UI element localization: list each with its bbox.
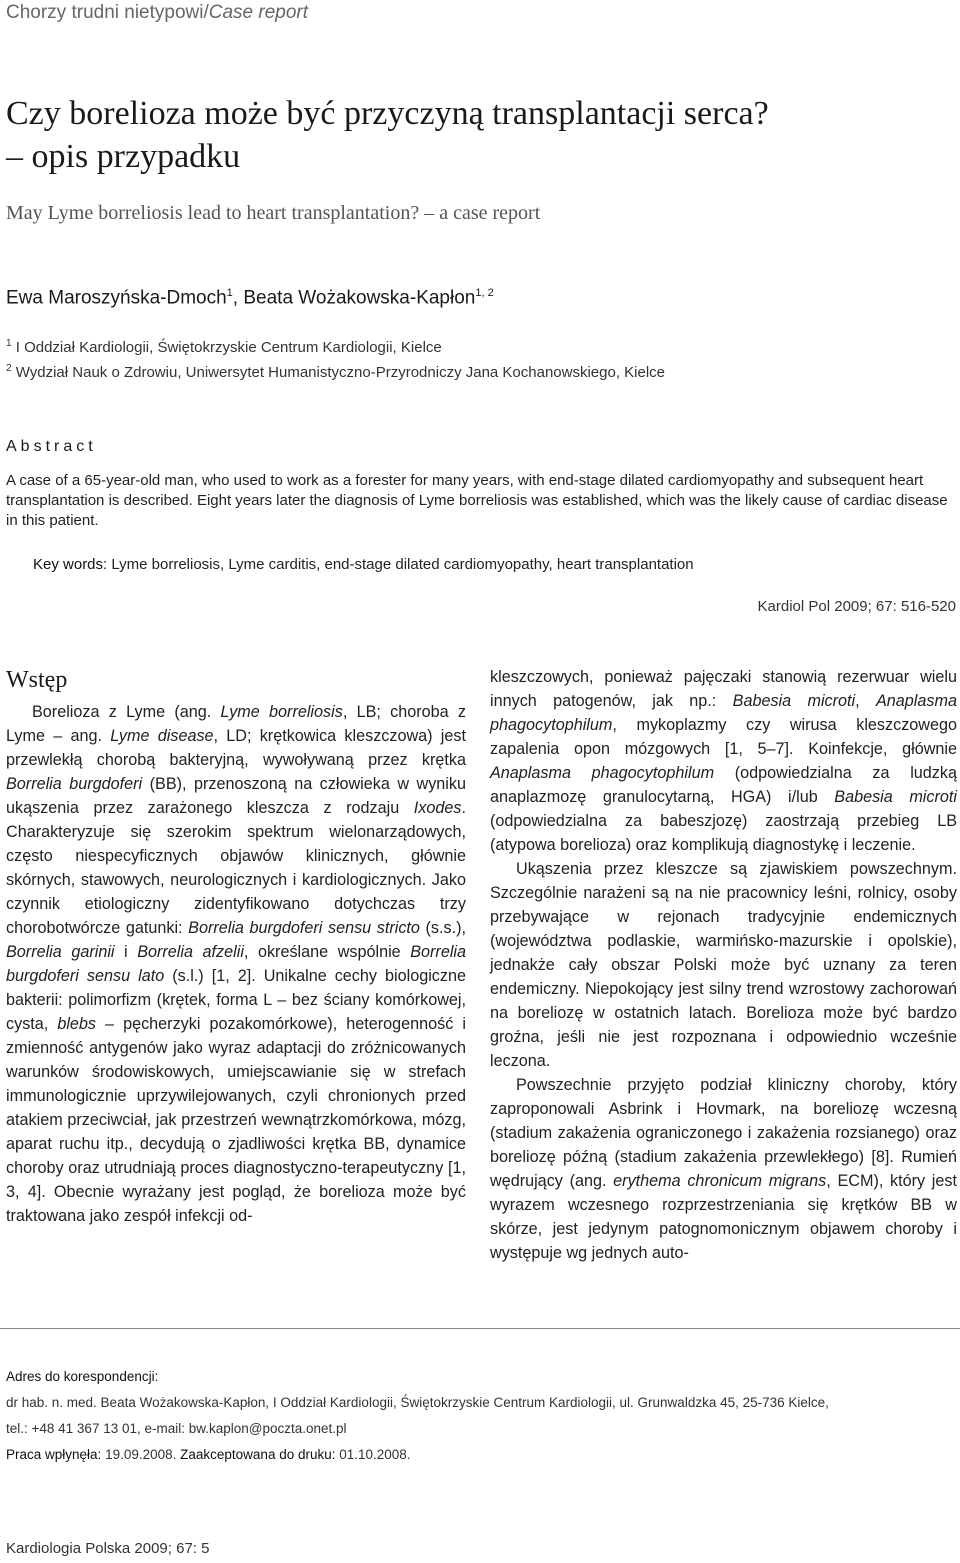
body-paragraph: Borelioza z Lyme (ang. Lyme borreliosis, LB; choroba z Lyme – ang. Lyme disease, LD; krętkowica kleszczowa) jest przewlekłą chorobą bakteryjną, wywoływaną przez krętka Borrelia burgdoferi (BB), przenoszoną na człowieka w wyniku ukąszenia przez zarażonego kleszcza z rodzaju Ixodes. Charakteryzuje się szerokim spektrum wielonarządowych, często niespecyficznych objawów klinicznych, głównie skórnych, stawowych, neurologicznych i kardiologicznych. Jako czynnik etiologiczny zidentyfikowano dotychczas trzy chorobotwórcze gatunki: Borrelia burgdoferi sensu stricto (s.s.), Borrelia garinii i Borrelia afzelii, określane wspólnie Borrelia burgdoferi sensu lato (s.l.) [1, 2]. Unikalne cechy biologiczne bakterii: polimorfizm (krętek, forma L – bez ściany komórkowej, cysta, blebs – pęcherzyki pozakomórkowe), heterogenność i zmienność antygenów jako wyraz adaptacji do zróżnicowanych warunków środowiskowych, umiejscawianie się w strefach immunologicznie uprzywilejowanych, czyli chronionych przed atakiem przeciwciał, jak przestrzeń wewnątrzkomórkowa, mózg, aparat ruchu itp., decydują o zjadliwości krętka BB, dynamice choroby oraz utrudniają proces diagnostyczno-terapeutyczny [1, 3, 4]. Obecnie wyrażany jest pogląd, że borelioza może być traktowana jako zespół infekcji od- (6, 703, 467, 1225)
correspondence-block (6, 1364, 956, 1468)
footnote-divider (0, 1328, 960, 1329)
correspondence-contact: tel.: +48 41 367 13 01, e-mail: bw.kaplon@poczta.onet.pl (6, 1421, 347, 1436)
author-2: Beata Wożakowska-Kapłon (243, 287, 476, 309)
correspondence-heading: Adres do korespondencji: (6, 1369, 159, 1384)
keywords (33, 556, 694, 573)
journal-citation: Kardiol Pol 2009; 67: 516-520 (757, 598, 956, 615)
article-title-english: May Lyme borreliosis lead to heart transplantation? – a case report (6, 202, 541, 224)
affiliation-text: Wydział Nauk o Zdrowiu, Uniwersytet Humanistyczno-Przyrodniczy Jana Kochanowskiego, Kielce (11, 364, 666, 381)
affiliation-text: I Oddział Kardiologii, Świętokrzyskie Centrum Kardiologii, Kielce (11, 339, 442, 356)
authors (6, 287, 494, 309)
section-tag (6, 2, 308, 24)
author-1-affiliation: 1 (226, 287, 233, 299)
affiliation-2 (6, 363, 665, 381)
abstract-text: A case of a 65-year-old man, who used to work as a forester for many years, with end-stage dilated cardiomyopathy and subsequent heart transplantation is described. Eight years later the diagnosis of Lyme borreliosis was established, which was the likely cause of cardiac disease in this patient. (6, 472, 948, 529)
title-line-1: Czy borelioza może być przyczyną transplantacji serca? (6, 95, 769, 132)
author-2-affiliation: 1, 2 (475, 287, 494, 299)
correspondence-address: dr hab. n. med. Beata Wożakowska-Kapłon, I Oddział Kardiologii, Świętokrzyskie Centrum Kardiologii, ul. Grunwaldzka 45, 25-736 Kielce, (6, 1395, 829, 1410)
left-column (6, 667, 466, 1228)
page-footer: Kardiologia Polska 2009; 67: 5 (6, 1540, 210, 1557)
body-paragraph: kleszczowych, ponieważ pajęczaki stanowią rezerwuar wielu innych patogenów, jak np.: Babesia microti, Anaplasma phagocytophilum, mykoplazmy czy wirusa kleszczowego zapalenia opon mózgowych [1, 5–7]. Koinfekcje, głównie Anaplasma phagocytophilum (odpowiedzialna za ludzką anaplazmozę granulocytarną, HGA) i/lub Babesia microti (odpowiedzialna za babeszjozę) zaostrzają przebieg LB (atypowa borelioza) oraz komplikują diagnostykę i leczenie. (490, 668, 957, 854)
keywords-label: Key words: (33, 556, 108, 573)
author-separator: , (232, 287, 244, 309)
title-line-2: – opis przypadku (6, 138, 241, 175)
section-tag-text: Chorzy trudni nietypowi/ (6, 2, 209, 23)
abstract-heading: Abstract (6, 438, 97, 455)
right-column (490, 665, 957, 1265)
author-1: Ewa Maroszyńska-Dmoch (6, 287, 227, 309)
section-tag-italic: Case report (208, 2, 309, 23)
section-heading-introduction: Wstęp (6, 667, 68, 693)
keywords-text: Lyme borreliosis, Lyme carditis, end-stage dilated cardiomyopathy, heart transplantation (107, 556, 694, 573)
body-paragraph: Ukąszenia przez kleszcze są zjawiskiem powszechnym. Szczególnie narażeni są na nie pracownicy leśni, rolnicy, osoby przebywające w rejonach tradycyjnie endemicznych (województwa podlaskie, warmińsko-mazurskie i opolskie), jednakże cały obszar Polski może być uznany za teren endemiczny. Niepokojący jest silny trend wzrostowy zachorowań na boreliozę w ostatnich latach. Borelioza może być bardzo groźna, jeśli nie jest rozpoznana i odpowiednio wcześnie leczona. (490, 860, 957, 1070)
submission-dates: Praca wpłynęła: 19.09.2008. Zaakceptowana do druku: 01.10.2008. (6, 1447, 411, 1462)
affiliation-number: 2 (6, 363, 12, 374)
affiliation-1 (6, 338, 442, 356)
body-paragraph: Powszechnie przyjęto podział kliniczny choroby, który zaproponowali Asbrink i Hovmark, na boreliozę wczesną (stadium zakażenia ograniczonego i zakażenia rozsianego) oraz boreliozę późną (stadium zakażenia przewlekłego) [8]. Rumień wędrujący (ang. erythema chronicum migrans, ECM), który jest wyrazem wczesnego rozprzestrzeniania się krętków BB w skórze, jest jedynym patognomonicznym objawem choroby i występuje wg jednych auto- (490, 1076, 957, 1262)
article-title-polish (6, 92, 956, 178)
affiliation-number: 1 (6, 338, 12, 349)
